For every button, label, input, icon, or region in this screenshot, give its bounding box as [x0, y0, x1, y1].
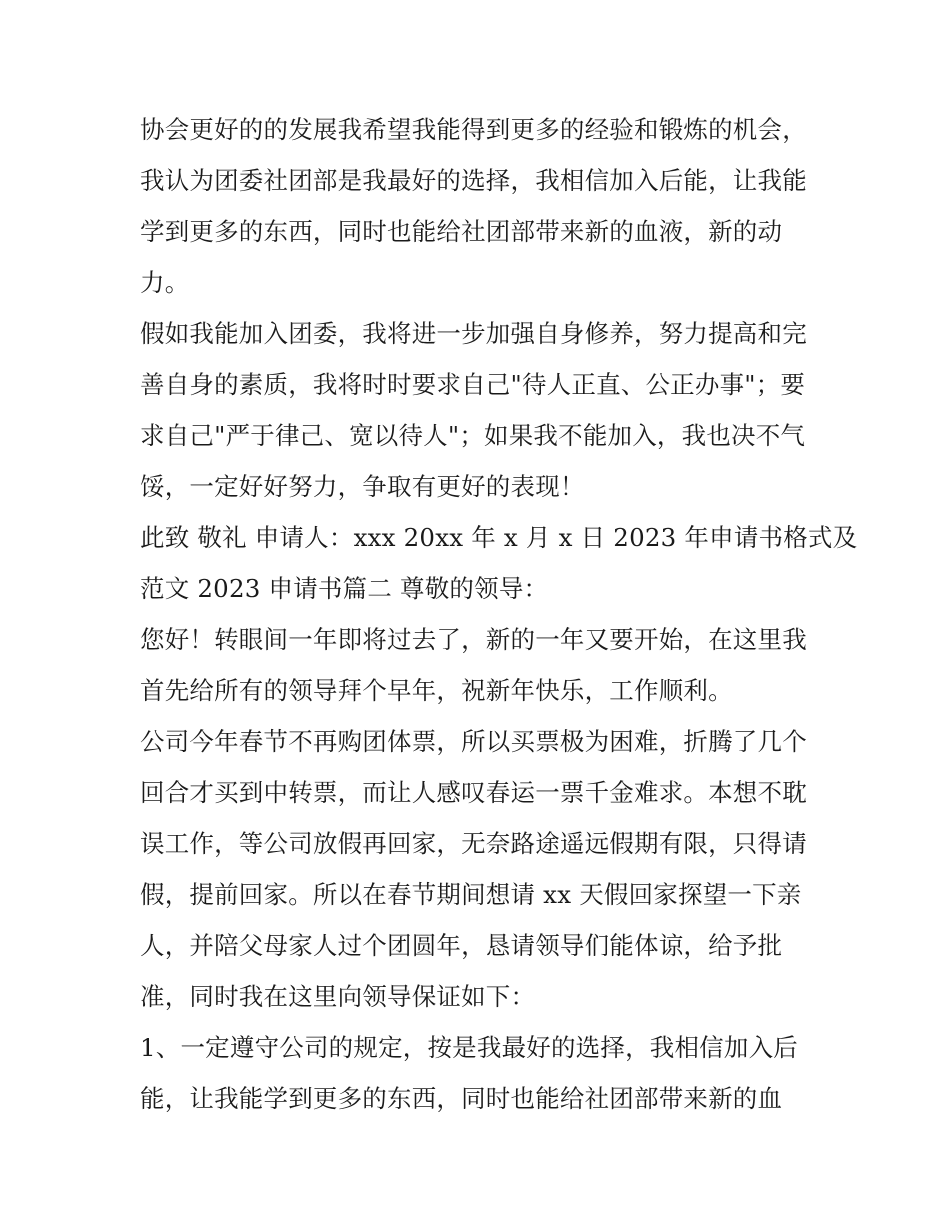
text-line: 善自身的素质，我将时时要求自己"待人正直、公正办事"；要	[140, 370, 806, 399]
text-line: 1、一定遵守公司的规定，按是我最好的选择，我相信加入后	[140, 1033, 798, 1062]
text-line: 首先给所有的领导拜个早年，祝新年快乐，工作顺利。	[140, 676, 733, 705]
document-body	[140, 104, 858, 1124]
text-line: 回合才买到中转票，而让人感叹春运一票千金难求。本想不耽	[140, 778, 807, 807]
text-line: 假，提前回家。所以在春节期间想请 xx 天假回家探望一下亲	[140, 880, 802, 909]
text-line: 求自己"严于律己、宽以待人"；如果我不能加入，我也决不气	[140, 421, 806, 450]
text-line: 馁，一定好好努力，争取有更好的表现！	[140, 472, 585, 501]
text-line: 准，同时我在这里向领导保证如下：	[140, 982, 536, 1011]
text-line: 力。	[140, 268, 190, 297]
text-line: 您好！转眼间一年即将过去了，新的一年又要开始，在这里我	[140, 625, 807, 654]
text-line: 协会更好的的发展我希望我能得到更多的经验和锻炼的机会，	[140, 115, 807, 144]
text-line: 我认为团委社团部是我最好的选择，我相信加入后能，让我能	[140, 166, 807, 195]
text-line: 误工作，等公司放假再回家，无奈路途遥远假期有限，只得请	[140, 829, 807, 858]
text-line: 范文 2023 申请书篇二 尊敬的领导：	[140, 574, 549, 603]
text-line: 能，让我能学到更多的东西，同时也能给社团部带来新的血	[140, 1084, 783, 1113]
text-line: 公司今年春节不再购团体票，所以买票极为困难，折腾了几个	[140, 727, 807, 756]
text-line: 人，并陪父母家人过个团圆年，恳请领导们能体谅，给予批	[140, 931, 783, 960]
text-line: 此致 敬礼 申请人：xxx 20xx 年 x 月 x 日 2023 年申请书格式及	[140, 523, 858, 552]
text-line: 假如我能加入团委，我将进一步加强自身修养，努力提高和完	[140, 319, 807, 348]
text-line: 学到更多的东西，同时也能给社团部带来新的血液，新的动	[140, 217, 783, 246]
